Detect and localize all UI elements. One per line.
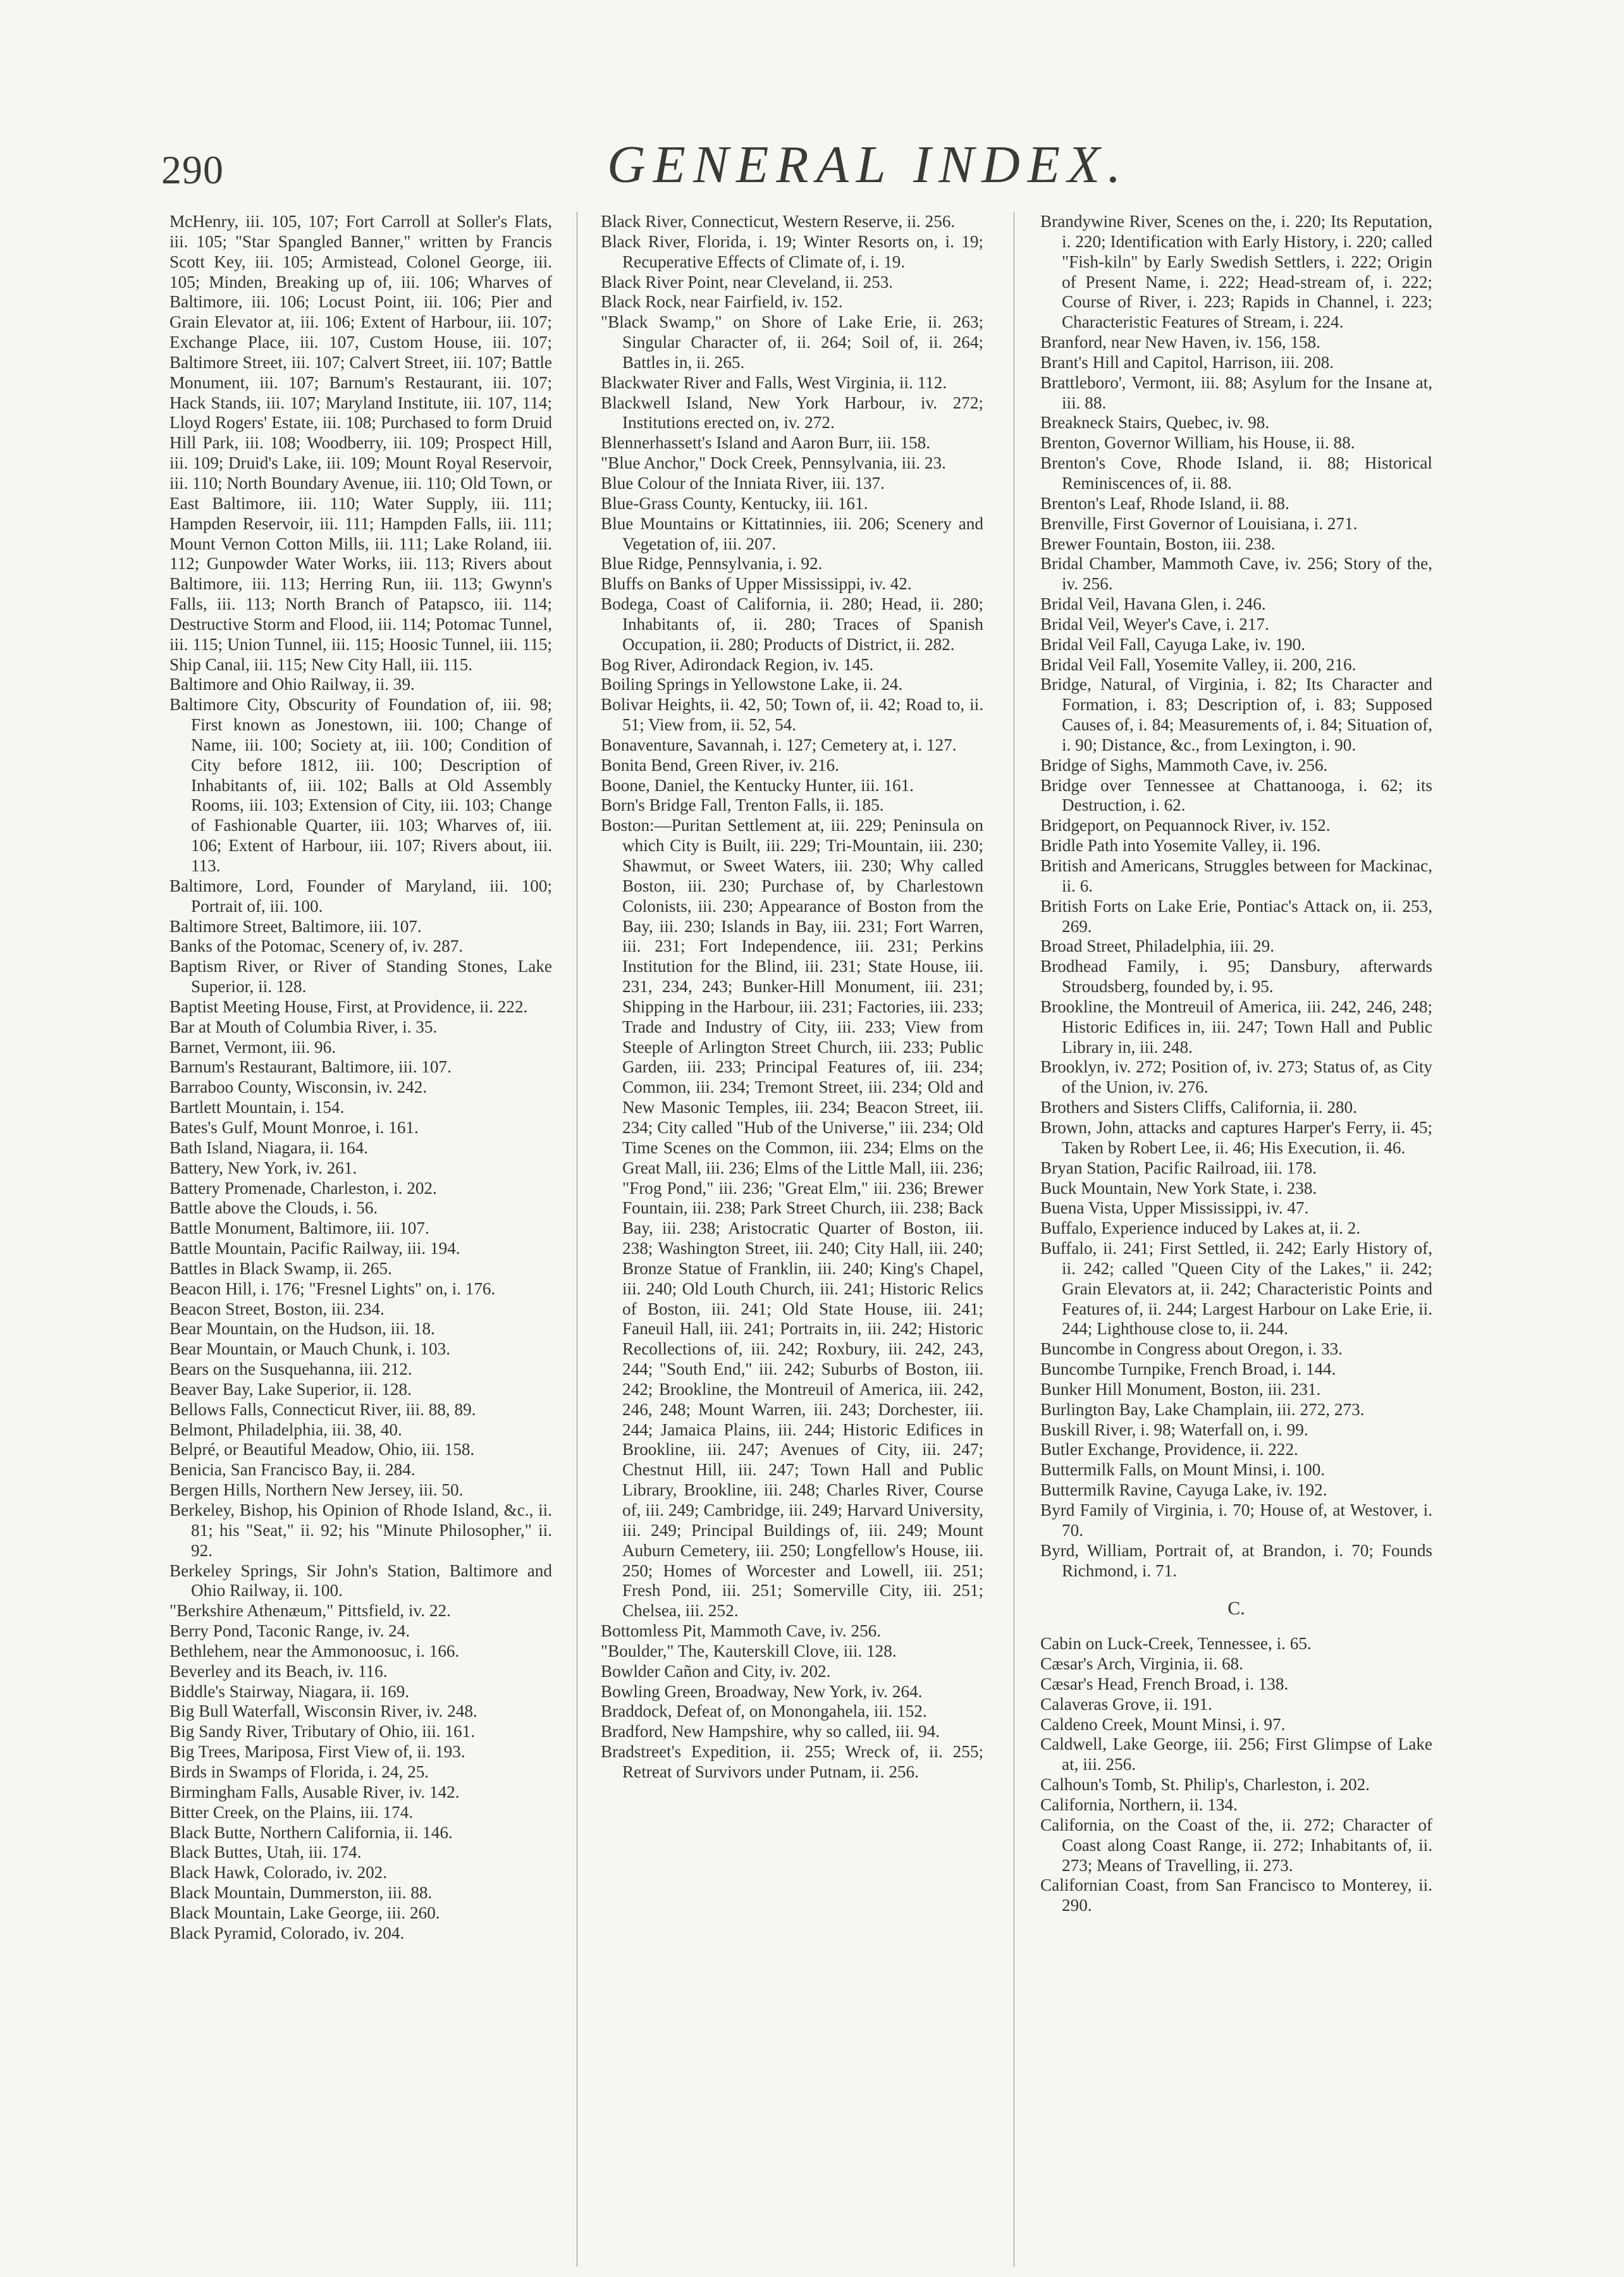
index-entry: Bonita Bend, Green River, iv. 216. <box>601 755 839 775</box>
index-entry: Bradford, New Hampshire, why so called, iii. 94. <box>601 1722 940 1741</box>
index-entry: Bears on the Susquehanna, iii. 212. <box>169 1359 412 1379</box>
index-entry: Battery Promenade, Charleston, i. 202. <box>169 1178 437 1198</box>
index-entry: Blue-Grass County, Kentucky, iii. 161. <box>601 493 868 513</box>
index-entry: Birds in Swamps of Florida, i. 24, 25. <box>169 1762 429 1781</box>
index-entry: Bear Mountain, on the Hudson, iii. 18. <box>169 1319 435 1339</box>
index-entry: Born's Bridge Fall, Trenton Falls, ii. 185. <box>601 795 884 815</box>
index-entry: Battle Monument, Baltimore, iii. 107. <box>169 1218 429 1238</box>
index-entry: McHenry, iii. 105, 107; Fort Carroll at Soller's Flats, iii. 105; "Star Spangled Banner," written by Francis Scott Key, iii. 105; Armistead, Colonel George, iii. 105; Minden, Breaking up of, iii. 106; Wharves of Baltimore, iii. 106; Locust Point, iii. 106; Pier and Grain Elevator at, iii. 106; Extent of Harbour, iii. 107; Exchange Place, iii. 107, Custom House, iii. 107; Baltimore Street, iii. 107; Calvert Street, iii. 107; Battle Monument, iii. 107; Barnum's Restaurant, iii. 107; Hack Stands, iii. 107; Maryland Institute, iii. 107, 114; Lloyd Rogers' Estate, iii. 108; Purchased to form Druid Hill Park, iii. 108; Woodberry, iii. 109; Prospect Hill, iii. 109; Druid's Lake, iii. 109; Mount Royal Reservoir, iii. 110; North Boundary Avenue, iii. 110; Old Town, or East Baltimore, iii. 110; Water Supply, iii. 111; Hampden Reservoir, iii. 111; Hampden Falls, iii. 111; Mount Vernon Cotton Mills, iii. 111; Lake Roland, iii. 112; Gunpowder Water Works, iii. 113; Rivers about Baltimore, iii. 113; Herring Run, iii. 113; Gwynn's Falls, iii. 113; North Branch of Patapsco, iii. 114; Destructive Storm and Flood, iii. 114; Potomac Tunnel, iii. 115; Union Tunnel, iii. 115; Hoosic Tunnel, iii. 115; Ship Canal, iii. 115; New City Hall, iii. 115. <box>169 212 552 674</box>
index-entry: Buck Mountain, New York State, i. 238. <box>1040 1178 1317 1198</box>
index-entry: Baptism River, or River of Standing Stones, Lake Superior, ii. 128. <box>169 957 552 997</box>
index-entry: Brodhead Family, i. 95; Dansbury, afterwards Stroudsberg, founded by, i. 95. <box>1040 957 1432 997</box>
index-entry: California, Northern, ii. 134. <box>1040 1795 1238 1814</box>
index-entry: Burlington Bay, Lake Champlain, iii. 272, 273. <box>1040 1399 1365 1419</box>
index-entry: Birmingham Falls, Ausable River, iv. 142. <box>169 1782 460 1801</box>
index-entry: Boone, Daniel, the Kentucky Hunter, iii. 161. <box>601 775 914 795</box>
index-entry: Brattleboro', Vermont, iii. 88; Asylum for the Insane at, iii. 88. <box>1040 372 1432 412</box>
index-entry: Cæsar's Arch, Virginia, ii. 68. <box>1040 1654 1243 1674</box>
index-entry: Bradstreet's Expedition, ii. 255; Wreck of, ii. 255; Retreat of Survivors under Putnam, ii. 256. <box>601 1742 983 1781</box>
index-entry: Biddle's Stairway, Niagara, ii. 169. <box>169 1681 410 1701</box>
index-entry: Bath Island, Niagara, ii. 164. <box>169 1138 369 1157</box>
index-entry: "Berkshire Athenæum," Pittsfield, iv. 22. <box>169 1601 451 1621</box>
index-entry: Black Mountain, Dummerston, iii. 88. <box>169 1883 433 1903</box>
index-entry: Battles in Black Swamp, ii. 265. <box>169 1258 392 1278</box>
index-entry: Baltimore City, Obscurity of Foundation of, iii. 98; First known as Jonestown, iii. 100; Change of Name, iii. 100; Society at, iii. 100; Condition of City before 1812, iii. 100; Description of Inhabitants of, iii. 102; Balls at Old Assembly Rooms, iii. 103; Extension of City, iii. 103; Change of Fashionable Quarter, iii. 103; Wharves of, iii. 106; Extent of Harbour, iii. 107; Rivers about, iii. 113. <box>169 695 552 875</box>
index-entry: Black Butte, Northern California, ii. 146. <box>169 1822 453 1842</box>
index-entry: "Black Swamp," on Shore of Lake Erie, ii. 263; Singular Character of, ii. 264; Soil of, ii. 264; Battles in, ii. 265. <box>601 312 983 372</box>
index-entry: Banks of the Potomac, Scenery of, iv. 287. <box>169 936 464 956</box>
index-entry: Baltimore and Ohio Railway, ii. 39. <box>169 675 415 694</box>
index-entry: Brooklyn, iv. 272; Position of, iv. 273; Status of, as City of the Union, iv. 276. <box>1040 1057 1432 1097</box>
index-entry: Bellows Falls, Connecticut River, iii. 88, 89. <box>169 1399 476 1419</box>
index-entry: Breakneck Stairs, Quebec, iv. 98. <box>1040 413 1270 433</box>
index-entry: Bethlehem, near the Ammonoosuc, i. 166. <box>169 1641 460 1660</box>
index-entry: Calhoun's Tomb, St. Philip's, Charleston, i. 202. <box>1040 1775 1370 1795</box>
index-entry: Brookline, the Montreuil of America, iii. 242, 246, 248; Historic Edifices in, iii. 247; Town Hall and Public Library in, iii. 248. <box>1040 997 1432 1057</box>
section-letter-heading: C. <box>1227 1598 1245 1619</box>
index-entry: Butler Exchange, Providence, ii. 222. <box>1040 1440 1298 1459</box>
index-entry: Buffalo, ii. 241; First Settled, ii. 242; Early History of, ii. 242; called "Queen City of the Lakes," ii. 242; Grain Elevators at, ii. 242; Characteristic Points and Features of, ii. 244; Largest Harbour on Lake Erie, ii. 244; Lighthouse close to, ii. 244. <box>1040 1239 1432 1339</box>
index-entry: Barnum's Restaurant, Baltimore, iii. 107. <box>169 1057 452 1077</box>
index-entry: Buncombe in Congress about Oregon, i. 33. <box>1040 1339 1343 1359</box>
index-entry: Buttermilk Ravine, Cayuga Lake, iv. 192. <box>1040 1480 1327 1500</box>
index-entry: Buskill River, i. 98; Waterfall on, i. 99. <box>1040 1420 1308 1439</box>
index-entry: Caldeno Creek, Mount Minsi, i. 97. <box>1040 1714 1286 1734</box>
index-entry: Baltimore, Lord, Founder of Maryland, iii. 100; Portrait of, iii. 100. <box>169 876 552 916</box>
index-entry: Calaveras Grove, ii. 191. <box>1040 1694 1212 1714</box>
index-entry: Brenton, Governor William, his House, ii. 88. <box>1040 433 1355 453</box>
index-entry: Bunker Hill Monument, Boston, iii. 231. <box>1040 1379 1321 1399</box>
index-entry: Bowling Green, Broadway, New York, iv. 264. <box>601 1681 923 1701</box>
index-entry: Black Pyramid, Colorado, iv. 204. <box>169 1923 405 1943</box>
index-column-3 <box>1040 212 1432 1916</box>
index-entry: Bridle Path into Yosemite Valley, ii. 196. <box>1040 836 1321 856</box>
index-entry: Californian Coast, from San Francisco to Monterey, ii. 290. <box>1040 1875 1432 1915</box>
index-entry: Byrd, William, Portrait of, at Brandon, i. 70; Founds Richmond, i. 71. <box>1040 1540 1432 1580</box>
index-entry: Bridal Veil Fall, Yosemite Valley, ii. 200, 216. <box>1040 654 1356 674</box>
index-entry: Battery, New York, iv. 261. <box>169 1158 357 1177</box>
index-entry: Black Hawk, Colorado, iv. 202. <box>169 1863 388 1882</box>
index-entry: Bitter Creek, on the Plains, iii. 174. <box>169 1802 414 1822</box>
index-entry: Brandywine River, Scenes on the, i. 220; Its Reputation, i. 220; Identification with Early History, i. 220; called "Fish-kiln" by Early Swedish Settlers, i. 222; Origin of Present Name, i. 222; Head-stream of, i. 222; Course of River, i. 223; Rapids in Channel, i. 223; Characteristic Features of Stream, i. 224. <box>1040 212 1432 332</box>
index-entry: Bridge of Sighs, Mammoth Cave, iv. 256. <box>1040 755 1328 775</box>
index-entry: Bodega, Coast of California, ii. 280; Head, ii. 280; Inhabitants of, ii. 280; Traces of Spanish Occupation, ii. 280; Products of District, ii. 282. <box>601 594 983 654</box>
index-entry: Black Mountain, Lake George, iii. 260. <box>169 1903 440 1922</box>
index-entry: Battle Mountain, Pacific Railway, iii. 194. <box>169 1239 460 1258</box>
index-entry: Bridal Veil, Havana Glen, i. 246. <box>1040 594 1266 614</box>
index-entry: Bolivar Heights, ii. 42, 50; Town of, ii. 42; Road to, ii. 51; View from, ii. 52, 54. <box>601 695 983 735</box>
index-entry: Buena Vista, Upper Mississippi, iv. 47. <box>1040 1198 1309 1218</box>
index-column-1 <box>169 212 552 1944</box>
index-entry: Bridal Veil, Weyer's Cave, i. 217. <box>1040 614 1269 634</box>
index-entry: Big Bull Waterfall, Wisconsin River, iv. 248. <box>169 1702 477 1721</box>
index-entry: Bonaventure, Savannah, i. 127; Cemetery at, i. 127. <box>601 735 957 754</box>
index-entry: Belpré, or Beautiful Meadow, Ohio, iii. 158. <box>169 1440 475 1459</box>
index-entry: Bear Mountain, or Mauch Chunk, i. 103. <box>169 1339 451 1359</box>
index-entry: Buttermilk Falls, on Mount Minsi, i. 100. <box>1040 1460 1326 1480</box>
index-entry: Beacon Street, Boston, iii. 234. <box>169 1299 384 1318</box>
index-entry: Broad Street, Philadelphia, iii. 29. <box>1040 936 1274 956</box>
index-entry: Black River, Florida, i. 19; Winter Resorts on, i. 19; Recuperative Effects of Climate of, i. 19. <box>601 231 983 271</box>
index-entry: Blue Colour of the Inniata River, iii. 137. <box>601 473 885 493</box>
index-entry: Bridal Veil Fall, Cayuga Lake, iv. 190. <box>1040 634 1306 654</box>
index-entry: Bates's Gulf, Mount Monroe, i. 161. <box>169 1117 419 1137</box>
index-entry: Baltimore Street, Baltimore, iii. 107. <box>169 916 422 936</box>
index-entry: Beverley and its Beach, iv. 116. <box>169 1661 388 1681</box>
index-entry: Bottomless Pit, Mammoth Cave, iv. 256. <box>601 1621 882 1641</box>
index-entry: Cæsar's Head, French Broad, i. 138. <box>1040 1674 1289 1693</box>
index-entry: Bridal Chamber, Mammoth Cave, iv. 256; Story of the, iv. 256. <box>1040 554 1432 594</box>
index-entry: Braddock, Defeat of, on Monongahela, iii. 152. <box>601 1702 927 1721</box>
index-entry: Beacon Hill, i. 176; "Fresnel Lights" on, i. 176. <box>169 1279 496 1298</box>
index-entry: California, on the Coast of the, ii. 272; Character of Coast along Coast Range, ii. 272; Inhabitants of, ii. 273; Means of Travelling, ii. 273. <box>1040 1815 1432 1875</box>
page-number: 290 <box>161 147 224 192</box>
index-entry: Belmont, Philadelphia, iii. 38, 40. <box>169 1420 402 1439</box>
index-entry: Barraboo County, Wisconsin, iv. 242. <box>169 1077 428 1097</box>
index-entry: Blue Mountains or Kittatinnies, iii. 206; Scenery and Vegetation of, iii. 207. <box>601 513 983 553</box>
index-entry: Barnet, Vermont, iii. 96. <box>169 1037 336 1057</box>
index-entry: Benicia, San Francisco Bay, ii. 284. <box>169 1460 415 1480</box>
index-entry: Bridgeport, on Pequannock River, iv. 152. <box>1040 816 1331 835</box>
index-entry: Buffalo, Experience induced by Lakes at, ii. 2. <box>1040 1218 1361 1238</box>
index-entry: British and Americans, Struggles between for Mackinac, ii. 6. <box>1040 856 1432 895</box>
index-entry: Brown, John, attacks and captures Harper's Ferry, ii. 45; Taken by Robert Lee, ii. 46; His Execution, ii. 46. <box>1040 1117 1432 1157</box>
index-column-2 <box>601 212 983 1783</box>
index-entry: Brant's Hill and Capitol, Harrison, iii. 208. <box>1040 352 1334 372</box>
index-entry: Berkeley, Bishop, his Opinion of Rhode Island, &c., ii. 81; his "Seat," ii. 92; his "Minute Philosopher," ii. 92. <box>169 1501 552 1560</box>
page-title: GENERAL INDEX. <box>607 135 1129 194</box>
index-entry: Black River, Connecticut, Western Reserve, ii. 256. <box>601 212 956 231</box>
index-entry: Bar at Mouth of Columbia River, i. 35. <box>169 1017 438 1036</box>
index-entry: Bowlder Cañon and City, iv. 202. <box>601 1661 831 1681</box>
index-entry: Baptist Meeting House, First, at Providence, ii. 222. <box>169 997 528 1016</box>
index-entry: Beaver Bay, Lake Superior, ii. 128. <box>169 1379 412 1399</box>
index-entry: Boston:—Puritan Settlement at, iii. 229; Peninsula on which City is Built, iii. 229; Tri-Mountain, iii. 230; Shawmut, or Sweet Waters, iii. 230; Why called Boston, iii. 230; Purchase of, by Charlestown Colonists, iii. 230; Appearance of Boston from the Bay, iii. 230; Islands in Bay, iii. 231; Fort Warren, iii. 231; Fort Independence, iii. 231; Perkins Institution for the Blind, iii. 231; State House, iii. 231, 234, 243; Bunker-Hill Monument, iii. 231; Shipping in the Harbour, iii. 231; Factories, iii. 233; Trade and Industry of City, iii. 233; View from Steeple of Arlington Street Church, iii. 233; Public Garden, iii. 233; Principal Features of, iii. 234; Common, iii. 234; Tremont Street, iii. 234; Old and New Masonic Temples, iii. 234; Beacon Street, iii. 234; City called "Hub of the Universe," iii. 234; Old Time Scenes on the Common, iii. 234; Elms on the Great Mall, iii. 236; Elms of the Little Mall, iii. 236; "Frog Pond," iii. 236; "Great Elm," iii. 236; Brewer Fountain, iii. 238; Park Street Church, iii. 238; Back Bay, iii. 238; Aristocratic Quarter of Boston, iii. 238; Washington Street, iii. 240; City Hall, iii. 240; Bronze Statue of Franklin, iii. 240; King's Chapel, iii. 240; Old Louth Church, iii. 241; Historic Relics of Boston, iii. 241; Old State House, iii. 241; Faneuil Hall, iii. 241; Portraits in, iii. 242; Historic Recollections of, iii. 242; Roxbury, iii. 242, 243, 244; "South End," iii. 242; Suburbs of Boston, iii. 242; Brookline, the Montreuil of America, iii. 242, 246, 248; Mount Warren, iii. 243; Dorchester, iii. 244; Jamaica Plains, iii. 244; Historic Edifices in Brookline, iii. 247; Avenues of City, iii. 247; Chestnut Hill, iii. 247; Town Hall and Public Library, Brookline, iii. 248; Charles River, Course of, iii. 249; Cambridge, iii. 249; Harvard University, iii. 249; Principal Buildings of, iii. 249; Mount Auburn Cemetery, iii. 250; Longfellow's House, iii. 250; Homes of Worcester and Lowell, iii. 251; Fresh Pond, iii. 251; Somerville City, iii. 251; Chelsea, iii. 252. <box>601 816 983 1621</box>
index-entry: Battle above the Clouds, i. 56. <box>169 1198 378 1218</box>
index-entry: Berry Pond, Taconic Range, iv. 24. <box>169 1621 410 1641</box>
index-entry: Bridge, Natural, of Virginia, i. 82; Its Character and Formation, i. 83; Description of, i. 83; Supposed Causes of, i. 84; Measurements of, i. 84; Situation of, i. 90; Distance, &c., from Lexington, i. 90. <box>1040 675 1432 754</box>
index-entry: Black Buttes, Utah, iii. 174. <box>169 1843 362 1862</box>
index-entry: Cabin on Luck-Creek, Tennessee, i. 65. <box>1040 1634 1312 1654</box>
index-entry: Buncombe Turnpike, French Broad, i. 144. <box>1040 1359 1336 1379</box>
index-entry: Blackwater River and Falls, West Virginia, ii. 112. <box>601 372 947 392</box>
index-entry: Brenton's Leaf, Rhode Island, ii. 88. <box>1040 493 1289 513</box>
index-entry: Brewer Fountain, Boston, iii. 238. <box>1040 534 1276 553</box>
index-entry: Bog River, Adirondack Region, iv. 145. <box>601 654 874 674</box>
index-entry: Caldwell, Lake George, iii. 256; First Glimpse of Lake at, iii. 256. <box>1040 1734 1432 1774</box>
index-entry: Berkeley Springs, Sir John's Station, Baltimore and Ohio Railway, ii. 100. <box>169 1561 552 1600</box>
index-entry: British Forts on Lake Erie, Pontiac's Attack on, ii. 253, 269. <box>1040 896 1432 936</box>
index-entry: Bergen Hills, Northern New Jersey, iii. 50. <box>169 1480 464 1500</box>
index-entry: Blackwell Island, New York Harbour, iv. 272; Institutions erected on, iv. 272. <box>601 393 983 433</box>
index-entry: Black Rock, near Fairfield, iv. 152. <box>601 292 843 312</box>
index-entry: Bridge over Tennessee at Chattanooga, i. 62; its Destruction, i. 62. <box>1040 775 1432 815</box>
index-entry: "Blue Anchor," Dock Creek, Pennsylvania, iii. 23. <box>601 453 946 473</box>
index-entry: Bryan Station, Pacific Railroad, iii. 178. <box>1040 1158 1317 1177</box>
index-entry: Brenville, First Governor of Louisiana, i. 271. <box>1040 513 1358 533</box>
index-entry: Blennerhassett's Island and Aaron Burr, iii. 158. <box>601 433 931 453</box>
index-entry: Blue Ridge, Pennsylvania, i. 92. <box>601 554 823 574</box>
index-entry: Brenton's Cove, Rhode Island, ii. 88; Historical Reminiscences of, ii. 88. <box>1040 453 1432 493</box>
index-entry: Black River Point, near Cleveland, ii. 253. <box>601 272 894 292</box>
index-entry: "Boulder," The, Kauterskill Clove, iii. 128. <box>601 1641 897 1660</box>
index-entry: Boiling Springs in Yellowstone Lake, ii. 24. <box>601 675 903 694</box>
index-entry: Big Sandy River, Tributary of Ohio, iii. 161. <box>169 1722 476 1741</box>
index-entry: Brothers and Sisters Cliffs, California, ii. 280. <box>1040 1098 1357 1117</box>
index-entry: Bartlett Mountain, i. 154. <box>169 1098 345 1117</box>
index-entry: Bluffs on Banks of Upper Mississippi, iv. 42. <box>601 574 912 594</box>
index-entry: Branford, near New Haven, iv. 156, 158. <box>1040 333 1320 352</box>
index-entry: Big Trees, Mariposa, First View of, ii. 193. <box>169 1742 465 1762</box>
index-entry: Byrd Family of Virginia, i. 70; House of, at Westover, i. 70. <box>1040 1501 1432 1540</box>
